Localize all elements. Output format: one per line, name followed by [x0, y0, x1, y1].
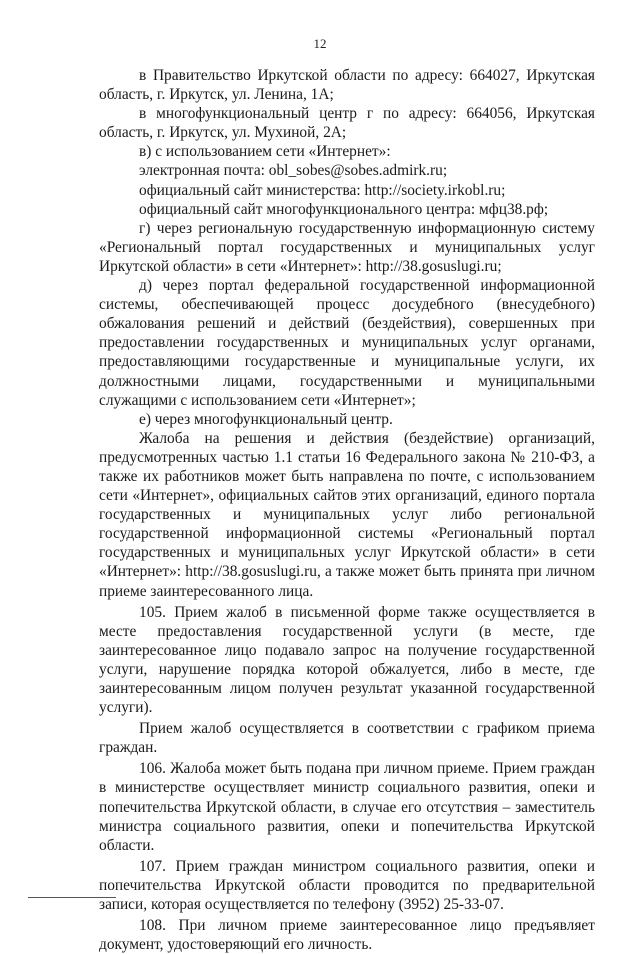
- paragraph: в Правительство Иркутской области по адресу: 664027, Иркутская область, г. Иркутск, ул. Ленина, 1А;: [99, 67, 595, 104]
- paragraph-106: 106. Жалоба может быть подана при личном приеме. Прием граждан в министерстве осуществляет министр социального развития, опеки и попечительства Иркутской области, в случае его отсутствия – заместитель министра социального развития, опеки и попечительства Иркутской области.: [99, 760, 595, 854]
- paragraph: д) через портал федеральной государственной информационной системы, обеспечивающей процесс досудебного (внесудебного) обжалования решений и действий (бездействия), совершенных при предоставлении государственных и муниципальных услуг органами, предоставляющими государственные и муниципальные услуги, их должностными лицами, государственными и муниципальными служащими с использованием сети «Интернет»;: [99, 277, 595, 409]
- paragraph: г) через региональную государственную информационную систему «Региональный портал государственных и муниципальных услуг Иркутской области» в сети «Интернет»: http://38.gosuslugi.ru;: [99, 219, 595, 275]
- paragraph: Жалоба на решения и действия (бездействие) организаций, предусмотренных частью 1.1 статьи 16 Федерального закона № 210-ФЗ, а также их работников может быть направлена по почте, с использованием сети «Интернет», официальных сайтов этих организаций, единого портала государственных и муниципальных услуг либо региональной государственной информационной системы «Региональный портал государственных и муниципальных услуг Иркутской области» в сети «Интернет»: http://38.gosuslugi.ru, а также может быть принята при личном приеме заинтересованного лица.: [99, 429, 595, 600]
- paragraph: в) с использованием сети «Интернет»:: [139, 143, 391, 161]
- page-number: 12: [313, 36, 327, 51]
- footnote-divider: [28, 897, 116, 898]
- paragraph: Прием жалоб осуществляется в соответствии с графиком приема граждан.: [99, 720, 595, 757]
- paragraph-107: 107. Прием граждан министром социального развития, опеки и попечительства Иркутской области проводится по предварительной записи, которая осуществляется по телефону (3952) 25-33-07.: [99, 857, 595, 914]
- paragraph: е) через многофункциональный центр.: [139, 410, 393, 428]
- paragraph: официальный сайт многофункционального центра: мфц38.рф;: [139, 200, 549, 218]
- paragraph-108: 108. При личном приеме заинтересованное лицо предъявляет документ, удостоверяющий его личность.: [99, 917, 595, 954]
- paragraph-105: 105. Прием жалоб в письменной форме также осуществляется в месте предоставления государственной услуги (в месте, где заинтересованное лицо подавало запрос на получение государственной услуги, нарушение порядка которой обжалуется, либо в месте, где заинтересованным лицом получен результат указанной государственной услуги).: [99, 603, 595, 717]
- document-body: [99, 66, 595, 954]
- paragraph: официальный сайт министерства: http://society.irkobl.ru;: [139, 181, 506, 199]
- paragraph: электронная почта: obl_sobes@sobes.admirk.ru;: [139, 162, 448, 180]
- paragraph: в многофункциональный центр г по адресу: 664056, Иркутская область, г. Иркутск, ул. Мухиной, 2А;: [99, 105, 595, 142]
